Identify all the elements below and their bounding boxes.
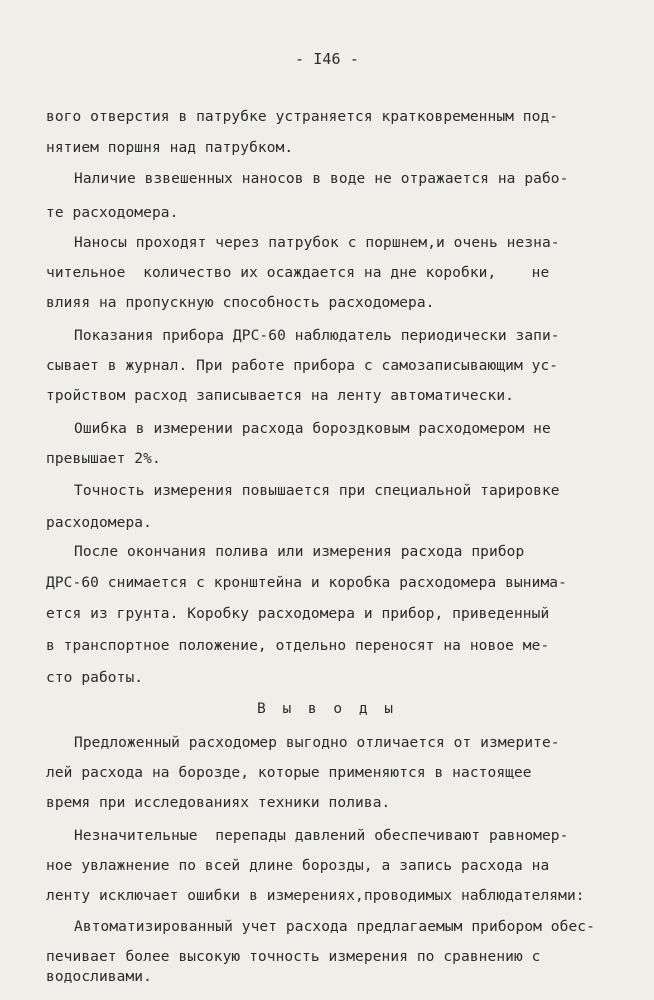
text-line: расходомера.: [46, 515, 152, 531]
text-line: лей расхода на борозде, которые применяются в настоящее: [46, 765, 532, 781]
text-line: Незначительные перепады давлений обеспечивают равномер-: [74, 828, 569, 844]
text-line: те расходомера.: [46, 205, 179, 221]
text-line: Предложенный расходомер выгодно отличается от измерите-: [74, 735, 560, 751]
page-number: - I46 -: [295, 50, 359, 68]
text-line: вого отверстия в патрубке устраняется кратковременным под-: [46, 109, 559, 125]
text-line: Автоматизированный учет расхода предлагаемым прибором обес-: [74, 919, 595, 935]
text-line: в транспортное положение, отдельно переносят на новое ме-: [46, 638, 550, 654]
text-line: После окончания полива или измерения расхода прибор: [74, 544, 525, 560]
text-line: нятием поршня над патрубком.: [46, 140, 294, 156]
text-line: Ошибка в измерении расхода бороздковым расходомером не: [74, 421, 551, 437]
text-line: чительное количество их осаждается на дне коробки, не: [46, 265, 550, 281]
text-line: тройством расход записывается на ленту автоматически.: [46, 388, 514, 404]
text-line: превышает 2%.: [46, 451, 161, 467]
text-line: Точность измерения повышается при специальной тарировке: [74, 483, 560, 499]
text-line: сывает в журнал. При работе прибора с самозаписывающим ус-: [46, 358, 559, 374]
text-line: влияя на пропускную способность расходомера.: [46, 295, 435, 311]
text-line: ется из грунта. Коробку расходомера и прибор, приведенный: [46, 606, 550, 622]
text-line: сто работы.: [46, 670, 144, 686]
text-line: печивает более высокую точность измерения по сравнению с: [46, 949, 541, 965]
text-line: время при исследованиях техники полива.: [46, 795, 391, 811]
text-line: Наносы проходят через патрубок с поршнем,и очень незна-: [74, 235, 560, 251]
text-line: ДРС-60 снимается с кронштейна и коробка расходомера вынима-: [46, 575, 567, 591]
text-line: ное увлажнение по всей длине борозды, а запись расхода на: [46, 858, 550, 874]
text-line: Наличие взвешенных наносов в воде не отражается на рабо-: [74, 171, 569, 187]
text-line: ленту исключает ошибки в измерениях,проводимых наблюдателями:: [46, 888, 585, 904]
section-heading: В ы в о д ы: [256, 701, 398, 717]
text-line: Показания прибора ДРС-60 наблюдатель периодически запи-: [74, 328, 560, 344]
text-line: водосливами.: [46, 969, 152, 985]
